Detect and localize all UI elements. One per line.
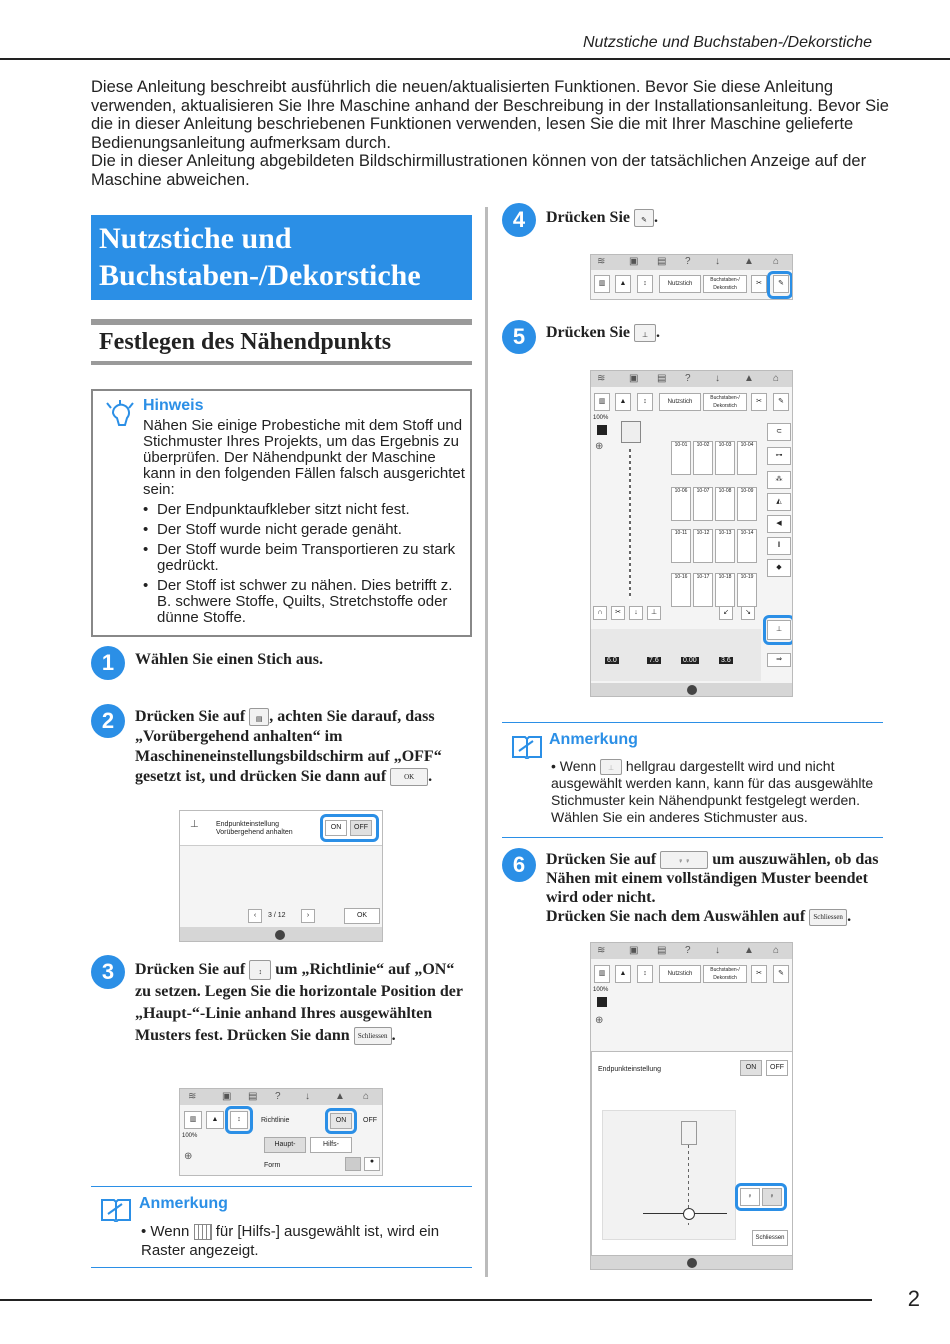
edit-icon[interactable]: ✎ (773, 393, 789, 411)
step-1-text: Wählen Sie einen Stich aus. (135, 651, 324, 668)
form-option-2[interactable]: ● (364, 1157, 380, 1171)
step-2-text-b: , achten Sie darauf, dass „Vorübergehend anhalten“ im Maschineneinstellungsbildschirm auf „OFF“ gesetzt ist, und drücken Sie dann auf (135, 708, 442, 785)
endpoint-icon: ⊥ (190, 819, 199, 830)
tab-buchstaben[interactable]: Buchstaben-/ Dekorstich (703, 965, 747, 983)
prev-page-button[interactable]: ‹ (248, 909, 262, 923)
triangle-icon[interactable]: ▲ (615, 393, 631, 411)
stitch-button[interactable]: 10-04 (737, 441, 757, 475)
step-4-text-a: Drücken Sie (546, 209, 630, 226)
wifi-icon: ≋ (597, 373, 606, 384)
off-button[interactable]: OFF (766, 1060, 788, 1076)
stitch-width-icon[interactable]: ⊶ (767, 447, 791, 465)
section-subtitle: Festlegen des Nähendpunkts (91, 319, 472, 365)
stitch-button[interactable]: 10-12 (693, 529, 713, 563)
anmerkung-2-text-a: Wenn (559, 758, 597, 774)
needle-stop-icon[interactable]: ↓ (629, 606, 643, 620)
settings-icon: ▤ (657, 945, 667, 956)
tab-nutzstich[interactable]: Nutzstich (659, 965, 701, 983)
stitch-width-value[interactable]: 6.0 (607, 657, 617, 664)
section-title-line-1: Nutzstiche und (99, 222, 292, 255)
home-icon: ⌂ (363, 1091, 370, 1102)
help-icon: ? (685, 256, 691, 267)
plus-icon[interactable]: ⊕ (184, 1151, 193, 1162)
step-4-number: 4 (502, 203, 536, 237)
book-icon[interactable]: ▥ (184, 1111, 202, 1129)
edit-stitch-icon[interactable]: ✂ (751, 275, 767, 293)
arrow-sw-icon[interactable]: ↙ (719, 606, 733, 620)
pressure-value[interactable]: 3.6 (721, 657, 731, 664)
step-6-text-b: um auszuwählen, ob das Nähen mit einem vollständigen Muster beendet wird oder nicht. (546, 851, 879, 907)
book-icon[interactable]: ▥ (594, 393, 610, 411)
tab-buchstaben[interactable]: Buchstaben-/ Dekorstich (703, 275, 747, 293)
stitch-button[interactable]: 10-14 (737, 529, 757, 563)
edit-icon[interactable]: ✎ (773, 275, 789, 293)
tab-nutzstich[interactable]: Nutzstich (659, 393, 701, 411)
on-button[interactable]: ON (740, 1060, 762, 1076)
guideline-icon[interactable]: ↕ (637, 965, 653, 983)
back-icon[interactable]: ⇒ (767, 653, 791, 667)
screen-endpoint-dialog (590, 942, 793, 1270)
screen-guideline (179, 1088, 383, 1176)
step-3-number: 3 (91, 955, 125, 989)
page-indicator: 3 / 12 (268, 912, 286, 919)
camera-icon: ▣ (629, 945, 639, 956)
screen-stitch-selection (590, 370, 793, 697)
stitch-button[interactable]: 10-09 (737, 487, 757, 521)
help-icon: ? (685, 373, 691, 384)
step-5-text (546, 323, 660, 343)
ok-button[interactable]: OK (344, 908, 380, 924)
on-button[interactable]: ON (325, 820, 347, 836)
schliessen-inline-button: Schliessen (809, 909, 847, 926)
stitch-length-value[interactable]: 7.6 (649, 657, 659, 664)
lock-icon: ▲ (335, 1091, 345, 1102)
intro-text (91, 78, 891, 189)
step-5-number: 5 (502, 320, 536, 354)
stitch-grid (671, 421, 761, 611)
camera-icon: ▣ (629, 373, 639, 384)
hinweis-title: Hinweis (143, 397, 204, 414)
richtlinie-label: Richtlinie (261, 1117, 290, 1124)
step-3-text-c: . (391, 1027, 396, 1044)
footer-rule (0, 1299, 872, 1301)
stitch-button[interactable]: 10-06 (671, 487, 691, 521)
mirror-vertical-icon[interactable]: ◀ (767, 515, 791, 533)
edit-stitch-icon[interactable]: ✂ (751, 965, 767, 983)
anmerkung-1-title: Anmerkung (139, 1195, 228, 1212)
reinforce-icon[interactable]: ⊥ (647, 606, 661, 620)
triangle-icon[interactable]: ▲ (206, 1111, 224, 1129)
section-title (91, 215, 472, 300)
stitch-button[interactable]: 10-01 (671, 441, 691, 475)
presser-foot-icon (621, 421, 641, 443)
stop-icon[interactable] (597, 997, 607, 1007)
endpoint-dialog (591, 1051, 793, 1256)
zoom-percent: 100% (182, 1133, 198, 1139)
help-icon: ? (275, 1091, 281, 1102)
endpoint-preview (602, 1110, 736, 1240)
zoom-percent: 100% (593, 987, 609, 993)
triangle-icon[interactable]: ▲ (615, 275, 631, 293)
guideline-icon[interactable]: ↕ (637, 275, 653, 293)
twin-needle-icon[interactable]: ‖ (767, 537, 791, 555)
intro-paragraph-1: Diese Anleitung beschreibt ausführlich die neuen/aktualisierten Funktionen. Bevor Sie diese Anleitung verwenden, aktualisieren Sie Ihre Maschine anhand der Beschreibung in der Installationsanleitung. Bevor Sie die in dieser Anleitung beschriebenen Funktionen verwenden, lesen Sie die mit Ihrer Maschine gelieferte Bedienungsanleitung aufmerksam durch. (91, 78, 889, 152)
step-6-text-a: Drücken Sie auf (546, 851, 657, 868)
hinweis-text: Nähen Sie einige Probestiche mit dem Stoff und Stichmuster Ihres Projekts, um das Ergebnis zu überprüfen. Der Nähendpunkt der Maschine kann in den folgenden Fällen falsch ausgerichtet sein: (143, 417, 465, 498)
next-page-button[interactable]: › (301, 909, 315, 923)
anmerkung-2-text: • Wenn ⊥ hellgrau dargestellt wird und nicht ausgewählt werden kann, kann für das ausgewählte Stichmuster kein Nähendpunkt festgelegt werden. Wählen Sie ein anderes Stichmuster aus. (551, 758, 874, 826)
schliessen-button[interactable]: Schliessen (752, 1230, 788, 1246)
step-1-number: 1 (91, 646, 125, 680)
stitch-button[interactable]: 10-07 (693, 487, 713, 521)
stitch-button[interactable]: 10-03 (715, 441, 735, 475)
home-icon[interactable] (275, 930, 285, 940)
header-rule (0, 58, 950, 60)
needle-icon: ↓ (715, 373, 720, 384)
plus-icon[interactable]: ⊕ (595, 1015, 604, 1026)
endpoint-icon: ⊥ (634, 324, 656, 342)
end-full-pattern-button[interactable]: ♀ (740, 1188, 760, 1206)
camera-icon: ▣ (222, 1091, 232, 1102)
end-pattern-icons: ♀ ♀ (660, 851, 708, 869)
stitch-button[interactable]: 10-16 (671, 573, 691, 607)
off-button[interactable]: OFF (363, 1117, 377, 1124)
step-2-text (135, 707, 470, 787)
list-item: • Der Stoff wurde nicht gerade genäht. (143, 522, 468, 538)
arrow-se-icon[interactable]: ↘ (741, 606, 755, 620)
step-6-number: 6 (502, 848, 536, 882)
anmerkung-1-text: • Wenn für [Hilfs-] ausgewählt ist, wird ein Raster angezeigt. (141, 1223, 440, 1259)
zoom-percent: 100% (593, 415, 609, 421)
on-button[interactable]: ON (330, 1113, 352, 1129)
step-5-text-a: Drücken Sie (546, 324, 630, 341)
notebook-icon (511, 733, 543, 759)
form-option-1[interactable] (345, 1157, 361, 1171)
edit-icon[interactable]: ✎ (773, 965, 789, 983)
lock-icon: ▲ (744, 256, 754, 267)
step-4-text (546, 208, 658, 228)
running-header: Nutzstiche und Buchstaben-/Dekorstiche (582, 34, 872, 51)
step-2-text-c: . (428, 768, 433, 785)
settings-page-icon: ▤ (249, 708, 269, 726)
wifi-icon: ≋ (188, 1091, 197, 1102)
schliessen-inline-button: Schliessen (354, 1027, 392, 1045)
edit-stitch-icon[interactable]: ✂ (751, 393, 767, 411)
hilfs-button[interactable]: Hilfs- (310, 1137, 352, 1153)
list-item: • Der Stoff ist schwer zu nähen. Dies betrifft z. B. schwere Stoffe, Quilts, Stretchstoffe oder dünne Stoffe. (143, 578, 468, 626)
column-divider (485, 207, 488, 1277)
endpoint-button[interactable]: ⊥ (767, 620, 791, 640)
thread-cut-icon[interactable]: ∩ (593, 606, 607, 620)
hinweis-list (143, 502, 468, 626)
stitch-button[interactable]: 10-18 (715, 573, 735, 607)
home-icon: ⌂ (773, 373, 780, 384)
home-icon: ⌂ (773, 945, 780, 956)
off-button[interactable]: OFF (350, 820, 372, 836)
lock-icon: ▲ (744, 373, 754, 384)
dialog-title: Endpunkteinstellung (598, 1066, 662, 1073)
eraser-icon[interactable]: ◆ (767, 559, 791, 577)
wifi-icon: ≋ (597, 256, 606, 267)
step-6-text-d: Drücken Sie nach dem Auswählen auf (546, 908, 806, 926)
tab-nutzstich[interactable]: Nutzstich (659, 275, 701, 293)
step-6-text-c: . (847, 908, 852, 926)
scissors-icon[interactable]: ✂ (611, 606, 625, 620)
step-3-text-a: Drücken Sie auf (135, 961, 246, 978)
needle-icon: ↓ (715, 256, 720, 267)
page-number: 2 (907, 1286, 920, 1311)
wifi-icon: ≋ (597, 945, 606, 956)
book-icon[interactable]: ▥ (594, 275, 610, 293)
intro-paragraph-2: Die in dieser Anleitung abgebildeten Bildschirmillustrationen können von der tatsächlichen Anzeige auf der Maschine abweichen. (91, 152, 867, 189)
guideline-icon[interactable]: ↕ (637, 393, 653, 411)
hinweis-box (91, 389, 472, 637)
step-3-text-b: um „Richtlinie“ auf „ON“ zu setzen. Legen Sie die horizontale Position der „Haupt-“-Linie anhand Ihres ausgewählten Musters fest. Drücken Sie dann (135, 961, 463, 1044)
ok-inline-button: OK (390, 768, 428, 786)
screen-label-endpoint: Endpunkteinstellung (216, 821, 280, 828)
anmerkung-2-text-b: hellgrau dargestellt wird und nicht ausgewählt werden kann, kann für das ausgewählte Stichmuster kein Nähendpunkt festgelegt werden. Wählen Sie ein anderes Stichmuster aus. (551, 758, 874, 826)
stitch-button[interactable]: 10-17 (693, 573, 713, 607)
plus-icon[interactable]: ⊕ (595, 441, 604, 452)
home-icon[interactable] (687, 685, 697, 695)
settings-icon: ▤ (657, 373, 667, 384)
step-4-text-c: . (654, 209, 658, 226)
stop-icon[interactable] (597, 425, 607, 435)
settings-icon: ▤ (657, 256, 667, 267)
triangle-icon[interactable]: ▲ (615, 965, 631, 983)
lightbulb-icon (103, 399, 137, 433)
step-2-number: 2 (91, 704, 125, 738)
endpoint-icon: ⊥ (600, 759, 622, 775)
anmerkung-1-text-b: für [Hilfs-] ausgewählt ist, wird ein Raster angezeigt. (141, 1223, 440, 1259)
endpoint-marker-icon (683, 1208, 695, 1220)
step-3-text (135, 959, 470, 1047)
stitch-button[interactable]: 10-02 (693, 441, 713, 475)
anmerkung-1-text-a: Wenn (150, 1223, 190, 1240)
edit-icon: ✎ (634, 209, 654, 227)
section-title-line-2: Buchstaben-/Dekorstiche (99, 259, 421, 292)
book-icon[interactable]: ▥ (594, 965, 610, 983)
stitch-button[interactable]: 10-19 (737, 573, 757, 607)
step-2-text-a: Drücken Sie auf (135, 708, 246, 725)
camera-icon: ▣ (629, 256, 639, 267)
step-6-text (546, 850, 881, 926)
pattern-icon[interactable]: ⁂ (767, 471, 791, 489)
anmerkung-2-title: Anmerkung (549, 731, 638, 748)
end-partial-pattern-button[interactable]: ♀ (762, 1188, 782, 1206)
screen-endpoint-settings (179, 810, 383, 942)
home-icon[interactable] (687, 1258, 697, 1268)
stitch-button[interactable]: 10-11 (671, 529, 691, 563)
tension-value[interactable]: 0.00 (683, 657, 697, 664)
haupt-button[interactable]: Haupt- (264, 1137, 306, 1153)
tab-buchstaben[interactable]: Buchstaben-/ Dekorstich (703, 393, 747, 411)
needle-icon: ↓ (715, 945, 720, 956)
step-5-text-c: . (656, 324, 660, 341)
help-icon: ? (685, 945, 691, 956)
stitch-button[interactable]: 10-13 (715, 529, 735, 563)
thread-icon[interactable]: ⊂ (767, 423, 791, 441)
guideline-icon: ↕ (249, 960, 271, 980)
lock-icon: ▲ (744, 945, 754, 956)
guideline-icon[interactable]: ↕ (230, 1111, 248, 1129)
form-label: Form (264, 1162, 281, 1169)
home-icon: ⌂ (773, 256, 780, 267)
list-item: • Der Stoff wurde beim Transportieren zu stark gedrückt. (143, 542, 468, 574)
grid-icon (194, 1224, 212, 1240)
list-item: • Der Endpunktaufkleber sitzt nicht fest. (143, 502, 468, 518)
screen-label-pause: Vorübergehend anhalten (216, 829, 293, 836)
stitch-button[interactable]: 10-08 (715, 487, 735, 521)
screen-toolbar (590, 254, 793, 300)
presser-foot-icon (681, 1121, 697, 1145)
stitch-preview (629, 449, 631, 599)
needle-icon: ↓ (305, 1091, 310, 1102)
notebook-icon (100, 1196, 132, 1222)
settings-icon: ▤ (248, 1091, 258, 1102)
mirror-horizontal-icon[interactable]: ◭ (767, 493, 791, 511)
